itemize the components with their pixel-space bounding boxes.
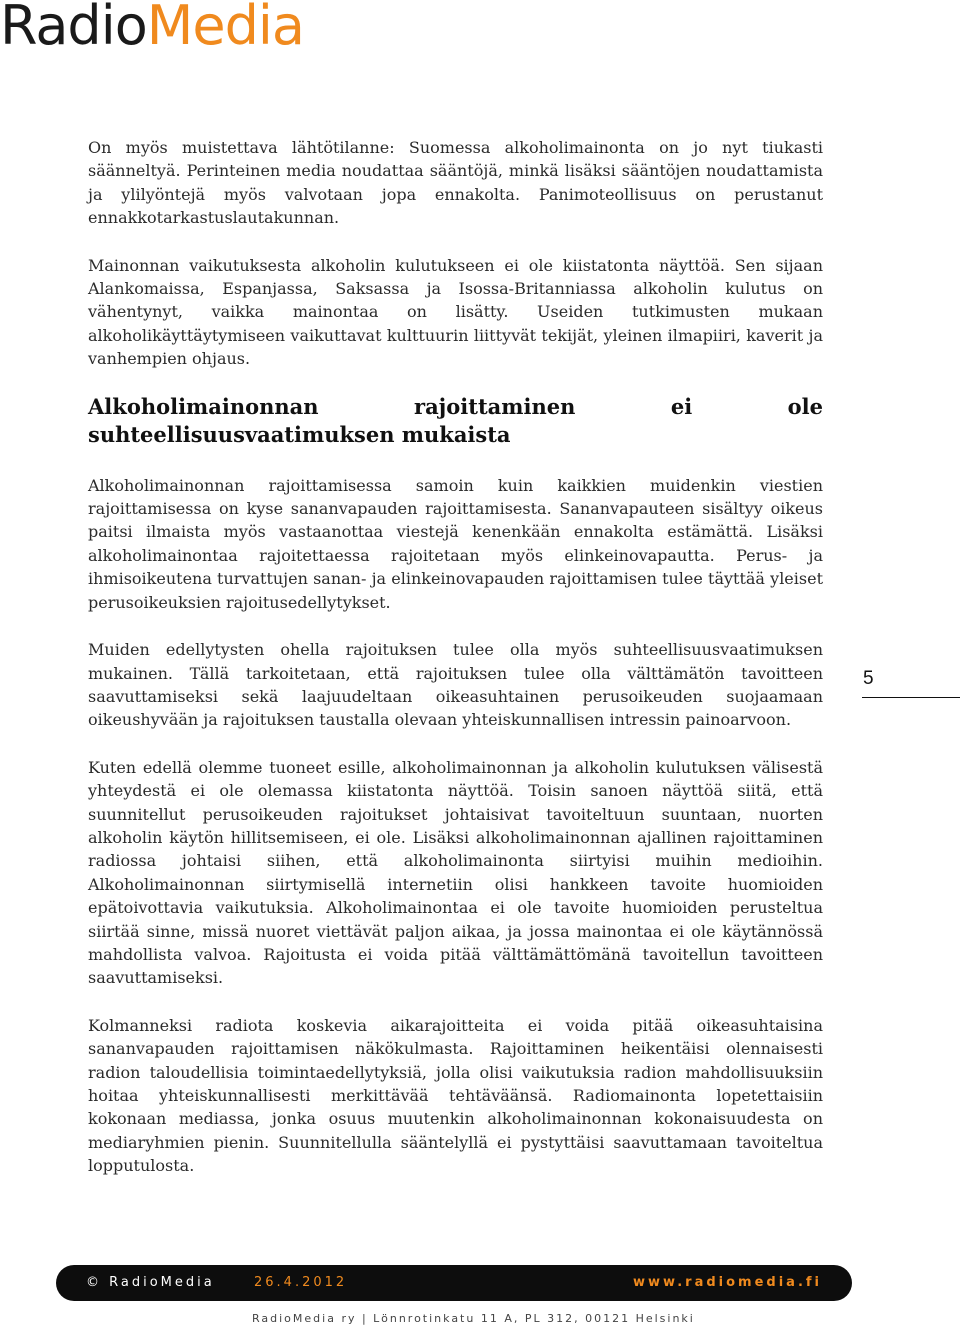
paragraph: Mainonnan vaikutuksesta alkoholin kulutukseen ei ole kiistatonta näyttöä. Sen sijaan Alankomaissa, Espanjassa, Saksassa ja Isossa-Britanniassa alkoholin kulutus on vähentynyt, vaikka mainontaa on lisätty. Useiden tutkimusten mukaan alkoholikäyttäytymiseen vaikuttavat kulttuurin liittyvät tekijät, yleinen ilmapiiri, kaverit ja vanhempien ohjaus. [88, 255, 823, 369]
document-body [88, 136, 823, 1178]
paragraph: On myös muistettava lähtötilanne: Suomessa alkoholimainonta on jo nyt tiukasti säänneltyä. Perinteinen media noudattaa sääntöjä, minkä lisäksi sääntöjen noudattamista ja ylilyöntejä myös valvotaan jopa ennakolta. Panimoteollisuus on perustanut ennakkotarkastuslautakunnan. [88, 138, 823, 228]
page-number-underline [862, 697, 960, 698]
paragraph: Muiden edellytysten ohella rajoituksen tulee olla myös suhteellisuusvaatimuksen mukainen. Tällä tarkoitetaan, että rajoituksen tulee olla välttämätön tavoitteen saavuttamiseksi sekä laajuudeltaan oikeasuhtainen perusoikeuden suojaamaan oikeushyvään ja rajoituksen taustalla olevaan yhteiskunnallisen intressin painoarvoon. [88, 640, 823, 730]
logo-text-radio: Radio [0, 0, 147, 57]
page-number: 5 [863, 668, 874, 689]
footer-bar [56, 1265, 852, 1301]
footer-address: RadioMedia ry | Lönnrotinkatu 11 A, PL 312, 00121 Helsinki [252, 1312, 695, 1325]
paragraph: Kuten edellä olemme tuoneet esille, alkoholimainonnan ja alkoholin kulutuksen välisestä yhteydestä ei ole olemassa kiistatonta näyttöä. Toisin sanoen näyttöä siitä, että suunnitellut perusoikeuden rajoitukset johtaisivat tavoiteltuun suuntaan, nuorten alkoholin käytön hillitsemiseen, ei ole. Lisäksi alkoholimainonnan ajallinen rajoittaminen radiossa johtaisi siihen, että alkoholimainonta siirtyisi muihin medioihin. Alkoholimainonnan siirtymisellä internetiin olisi hankkeen tavoite huomioiden epätoivottavia vaikutuksia. Alkoholimainontaa ei ole tavoite huomioiden perusteltua siirtää sinne, missä nuoret viettävät paljon aikaa, ja jossa mainontaa ei ole käytännössä mahdollista valvoa. Rajoitusta ei voida pitää välttämättömänä tavoitellun tavoitteen saavuttamiseksi. [88, 757, 823, 988]
footer-website-link[interactable]: www.radiomedia.fi [633, 1275, 822, 1290]
radiomedia-logo [0, 0, 304, 57]
paragraph: Kolmanneksi radiota koskevia aikarajoitteita ei voida pitää oikeasuhtaisina sananvapauden rajoittamisen näkökulmasta. Rajoittaminen heikentäisi olennaisesti radion taloudellisia toimintaedellytyksiä, jolla olisi vaikutuksia radion mahdollisuuksiin hoitaa yhteiskunnallisesti merkittävää tehtäväänsä. Radiomainonta lopetettaisiin kokonaan mediassa, jonka osuus muutenkin alkoholimainonnan kokonaisuudesta on mediaryhmien pienin. Suunnitellulla sääntelyllä ei pystyttäisi saavuttamaan tavoiteltua lopputulosta. [88, 1015, 823, 1176]
section-heading: Alkoholimainonnan rajoittaminen ei ole suhteellisuusvaatimuksen mukaista [88, 393, 823, 447]
footer-copyright: © RadioMedia [86, 1275, 215, 1290]
paragraph: Alkoholimainonnan rajoittamisessa samoin kuin kaikkien muidenkin viestien rajoittamisessa on kyse sananvapauden rajoittamisesta. Sananvapauteen sisältyy oikeus paitsi ilmaista myös vastaanottaa viestejä kenenkään ennakolta estämättä. Lisäksi alkoholimainontaa rajoitettaessa rajoitetaan myös elinkeinovapautta. Perus- ja ihmisoikeutena turvattujen sanan- ja elinkeinovapauden rajoittamisen tulee täyttää yleiset perusoikeuksien rajoitusedellytykset. [88, 475, 823, 612]
footer-date: 26.4.2012 [254, 1275, 348, 1290]
logo-text-media: Media [146, 0, 304, 57]
